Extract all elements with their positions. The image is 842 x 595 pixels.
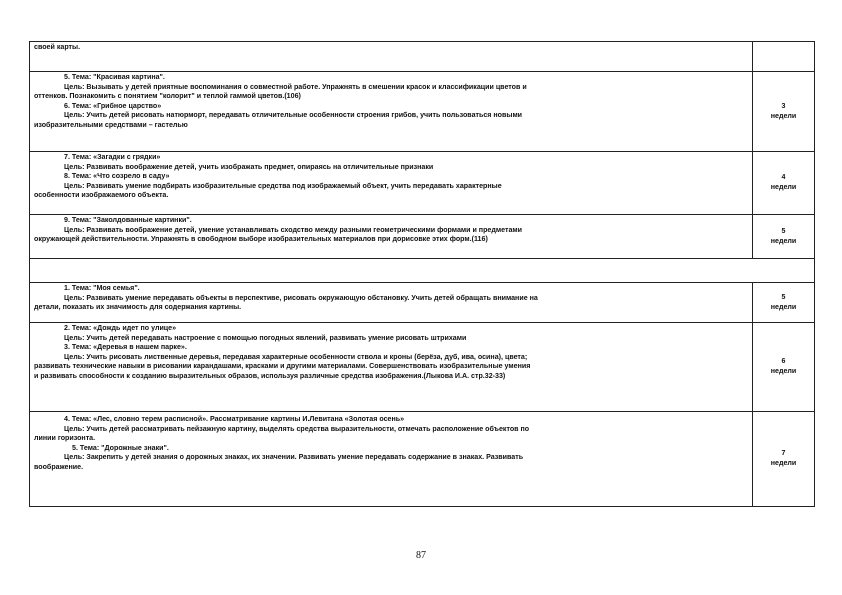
lesson-content-cell: [30, 72, 753, 152]
table-row: [30, 323, 815, 412]
lesson-topic: 6. Тема: «Грибное царство»: [64, 101, 162, 110]
week-cell: [753, 152, 815, 215]
table-row: [30, 152, 815, 215]
week-number: 7: [781, 449, 786, 458]
table-row: [30, 215, 815, 259]
lesson-topic: 9. Тема: "Заколдованные картинки".: [64, 216, 192, 224]
week-cell: [753, 215, 815, 259]
page-number: 87: [416, 550, 426, 561]
lesson-goal: Цель: Закрепить у детей знания о дорожных знаках, их значении. Развивать умение передавать содержание в знаках. Развивать: [64, 453, 524, 462]
lesson-goal: Цель: Развивать умение подбирать изобразительные средства под изображаемый объект, учить передавать характерные: [64, 181, 502, 190]
text-line: линии горизонта.: [34, 434, 96, 443]
lesson-content-cell: [30, 283, 753, 323]
table-row: [30, 412, 815, 507]
lesson-topic: 5. Тема: "Красивая картина".: [64, 73, 165, 81]
lesson-goal: Цель: Учить рисовать лиственные деревья, передавая характерные особенности ствола и кроны (берёза, дуб, ива, осина), цвета;: [64, 352, 528, 361]
lesson-topic: 1. Тема: "Моя семья".: [64, 284, 140, 292]
text-line: развивать технические навыки в рисовании карандашами, красками и другими материалами. Совершенствовать изобразительные умения: [34, 362, 531, 371]
week-cell: [753, 323, 815, 412]
text-line: окружающей действительности. Упражнять в свободном выборе изобразительных материалов при дорисовке этих форм.(116): [34, 235, 488, 244]
week-label: недели: [770, 459, 797, 467]
text-line: оттенков. Познакомить с понятием "колорит" и теплой гаммой цветов.(106): [34, 92, 301, 101]
week-number: 6: [781, 357, 786, 366]
lesson-content-cell: [30, 412, 753, 507]
week-number: 3: [781, 101, 786, 110]
table-row: [30, 72, 815, 152]
week-cell: [753, 72, 815, 152]
lesson-goal: Цель: Учить детей рисовать натюрморт, передавать отличительные особенности строения грибов, учить пользоваться новыми: [64, 111, 523, 120]
lesson-goal: Цель: Развивать воображение детей, учить изображать предмет, опираясь на отличительные признаки: [64, 162, 434, 171]
text-line: своей карты.: [34, 43, 81, 51]
month-heading: [30, 259, 815, 283]
lesson-goal: Цель: Учить детей рассматривать пейзажную картину, выделять средства выразительности, отмечать расположение объектов по: [64, 424, 530, 433]
week-number: 4: [781, 173, 786, 182]
week-cell: [753, 412, 815, 507]
week-number: 5: [781, 226, 786, 235]
lesson-goal: Цель: Учить детей передавать настроение с помощью погодных явлений, развивать умение рисовать штрихами: [64, 333, 467, 342]
lesson-content-cell: [30, 42, 753, 72]
lesson-content-cell: [30, 323, 753, 412]
week-label: недели: [770, 183, 797, 191]
table-row: [30, 42, 815, 72]
week-cell: [753, 283, 815, 323]
week-label: недели: [770, 367, 797, 375]
text-line: изобразительными средствами – гастелью: [34, 120, 188, 129]
month-row: [30, 259, 815, 283]
lesson-topic: 7. Тема: «Загадки с грядки»: [64, 153, 161, 161]
text-line: и развивать способности к созданию выразительных образов, используя различные средства изображения.(Лыкова И.А. стр.32-33): [34, 371, 506, 380]
lesson-topic: 4. Тема: «Лес, словно терем расписной». Рассматривание картины И.Левитана «Золотая осень»: [64, 415, 405, 423]
lesson-topic: 3. Тема: «Деревья в нашем парке».: [64, 343, 187, 352]
week-label: недели: [770, 302, 797, 311]
week-cell: [753, 42, 815, 72]
week-number: 5: [781, 292, 786, 301]
lesson-plan-table: [29, 41, 815, 507]
week-label: недели: [770, 236, 797, 245]
text-line: особенности изображаемого объекта.: [34, 191, 169, 200]
lesson-topic: 8. Тема: «Что созрело в саду»: [64, 172, 170, 181]
lesson-goal: Цель: Развивать умение передавать объекты в перспективе, рисовать окружающую обстановку. Учить детей обращать внимание на: [64, 293, 538, 302]
table-row: [30, 283, 815, 323]
lesson-goal: Цель: Развивать воображение детей, умение устанавливать сходство между разными геометрическими формами и предметами: [64, 225, 522, 234]
lesson-goal: Цель: Вызывать у детей приятные воспоминания о совместной работе. Упражнять в смешении красок и классификации цветов и: [64, 82, 527, 91]
lesson-topic: 2. Тема: «Дождь идет по улице»: [64, 324, 177, 332]
lesson-content-cell: [30, 152, 753, 215]
lesson-content-cell: [30, 215, 753, 259]
text-line: детали, показать их значимость для содержания картины.: [34, 303, 242, 312]
lesson-topic: 5. Тема: "Дорожные знаки".: [72, 443, 169, 452]
week-label: недели: [770, 111, 797, 120]
text-line: воображение.: [34, 462, 84, 471]
